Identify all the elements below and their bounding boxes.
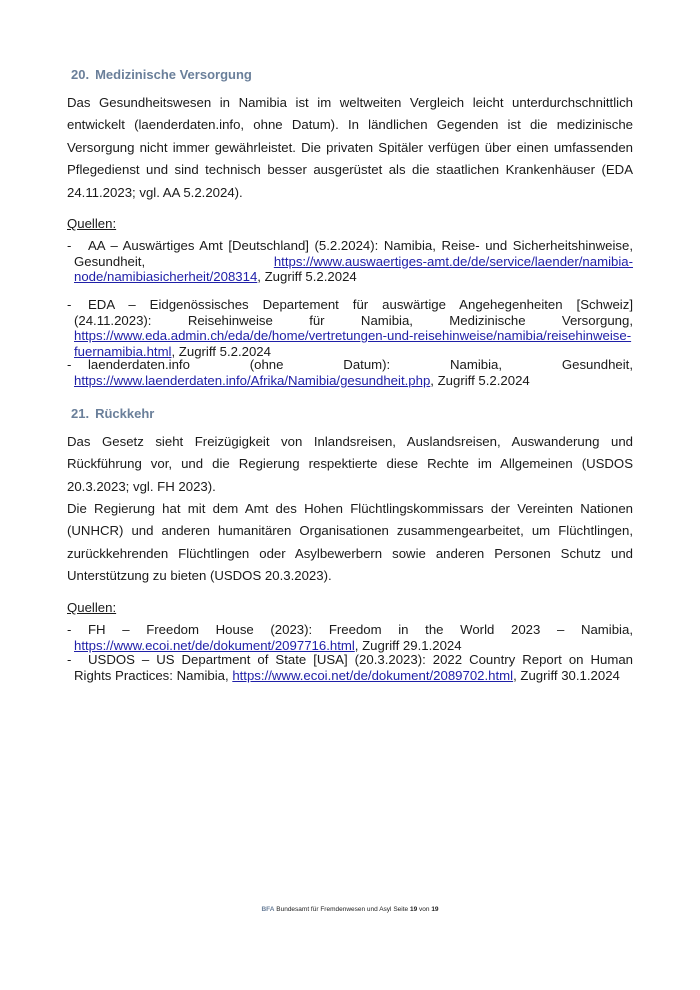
source-text: FH – Freedom House (2023): Freedom in the World 2023 – Namibia, [88,622,633,637]
section-number: 20. [71,67,90,82]
bfa-logo: BFA [261,906,275,913]
footer-org: Bundesamt für Fremdenwesen und Asyl [276,906,392,913]
source-text: AA – Auswärtiges Amt [Deutschland] (5.2.2024): Namibia, Reise- und Sicherheitshinweise, Gesundheit, [74,238,633,269]
section-paragraph: Die Regierung hat mit dem Amt des Hohen Flüchtlingskommissars der Vereinten Nationen (UNHCR) und anderen humanitären Organisationen zusammengearbeitet, um Flüchtlingen, zurückkehrenden Flüchtlingen oder Asylbewerbern sowie anderen Personen Schutz und Unterstützung zu bieten (USDOS 20.3.2023). [67,501,633,584]
source-access: , Zugriff 5.2.2024 [257,269,357,285]
source-link[interactable]: https://www.ecoi.net/de/dokument/2097716.html [74,637,355,653]
source-text: EDA – Eidgenössisches Departement für auswärtige Angehegenheiten [Schweiz] (24.11.2023): Reisehinweise für Namibia, Medizinische Versorgung, [74,297,633,328]
source-item: - laenderdaten.info (ohne Datum): Namibia, Gesundheit, https://www.laenderdaten.info/Afrika/Namibia/gesundheit.php, Zugriff 5.2.2024 [67,357,633,388]
section-paragraph: Das Gesundheitswesen in Namibia ist im weltweiten Vergleich leicht unterdurchschnittlich entwickelt (laenderdaten.info, ohne Datum). In ländlichen Gegenden ist die medizinische Versorgung nicht immer gewährleistet. Die privaten Spitäler verfügen über einen umfassenden Pflegedienst und sind technisch besser ausgerüstet als die staatlichen Krankenhäuser (EDA 24.11.2023; vgl. AA 5.2.2024). [67,95,633,200]
source-access: , Zugriff 5.2.2024 [171,343,271,359]
page-footer [0,906,700,913]
sources-label: Quellen: [67,600,117,615]
source-item: - EDA – Eidgenössisches Departement für auswärtige Angehegenheiten [Schweiz] (24.11.2023): Reisehinweise für Namibia, Medizinische Versorgung, https://www.eda.admin.ch/eda/de/home/vertretungen-und-reisehinweise/namibia/reisehinweise-fuernamibia.html, Zugriff 5.2.2024 [67,297,633,359]
source-access: , Zugriff 30.1.2024 [513,667,620,683]
footer-of-word: von [419,906,430,913]
source-link[interactable]: https://www.laenderdaten.info/Afrika/Namibia/gesundheit.php [74,372,431,388]
source-text: laenderdaten.info (ohne Datum): Namibia, Gesundheit, [88,357,633,372]
source-link[interactable]: https://www.auswaertiges-amt.de/de/service/laender/namibia-node/namibiasicherheit/208314 [74,253,633,285]
section-paragraph: Das Gesetz sieht Freizügigkeit von Inlandsreisen, Auslandsreisen, Auswanderung und Rückführung vor, und die Regierung respektierte diese Rechte im Allgemeinen (USDOS 20.3.2023; vgl. FH 2023). [67,434,633,494]
section-title: Rückkehr [95,406,155,421]
source-item: - AA – Auswärtiges Amt [Deutschland] (5.2.2024): Namibia, Reise- und Sicherheitshinweise, Gesundheit, https://www.auswaertiges-amt.de/de/service/laender/namibia-node/namibiasicherheit/208314, Zugriff 5.2.2024 [67,238,633,285]
source-access: , Zugriff 5.2.2024 [430,372,530,388]
source-text: USDOS – US Department of State [USA] (20.3.2023): 2022 Country Report on Human Rights Practices: Namibia, [74,652,633,683]
source-item: - USDOS – US Department of State [USA] (20.3.2023): 2022 Country Report on Human Rights Practices: Namibia, https://www.ecoi.net/de/dokument/2089702.html, Zugriff 30.1.2024 [67,652,633,683]
footer-page-word: Seite [393,906,409,913]
sources-label: Quellen: [67,216,117,231]
source-link[interactable]: https://www.ecoi.net/de/dokument/2089702.html [232,667,514,683]
source-access: , Zugriff 29.1.2024 [354,637,462,653]
section-heading-20 [71,67,252,82]
source-link[interactable]: https://www.eda.admin.ch/eda/de/home/vertretungen-und-reisehinweise/namibia/reisehinweise-fuernamibia.html [74,328,632,359]
section-number: 21. [71,406,90,421]
footer-page-number: 19 [409,906,418,913]
section-title: Medizinische Versorgung [95,67,252,82]
section-heading-21 [71,406,154,421]
footer-page-total: 19 [431,906,439,913]
source-item: - FH – Freedom House (2023): Freedom in the World 2023 – Namibia, https://www.ecoi.net/de/dokument/2097716.html, Zugriff 29.1.2024 [67,622,633,653]
